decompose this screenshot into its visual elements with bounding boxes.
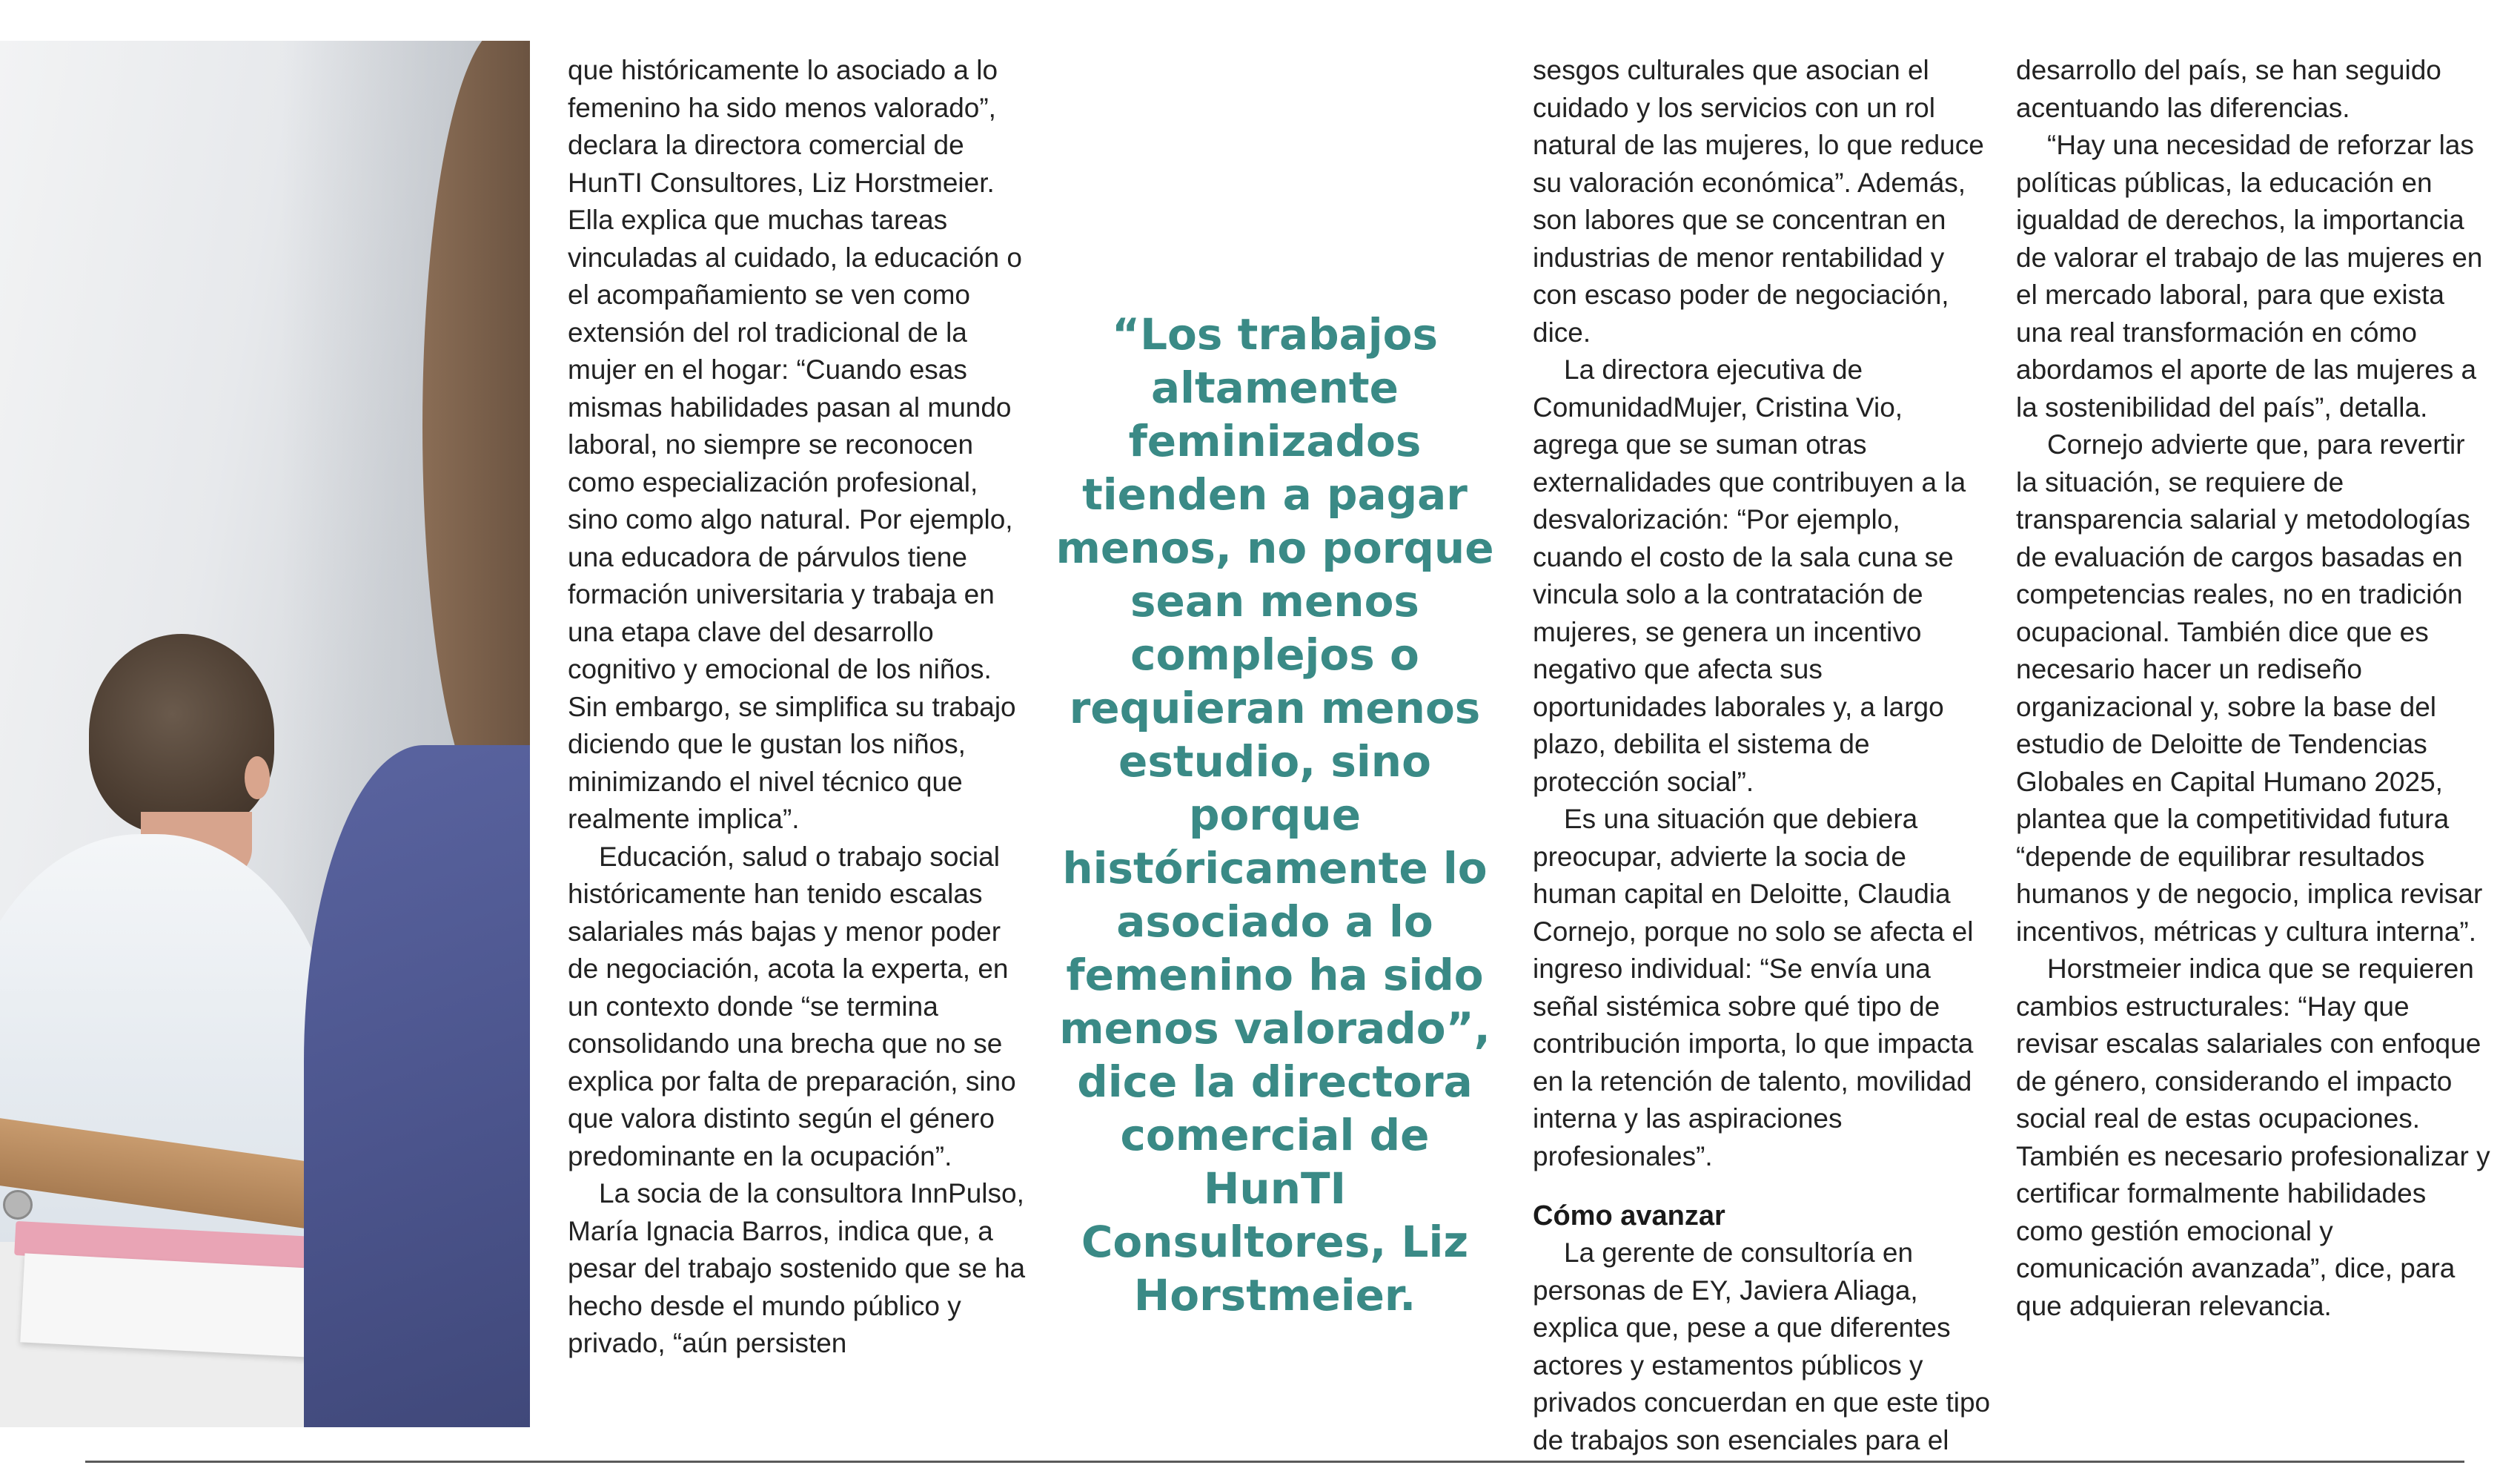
paragraph: que históricamente lo asociado a lo femenino ha sido menos valorado”, declara la directora comercial de HunTI Consultores, Liz Horstmeier. Ella explica que muchas tareas vinculadas al cuidado, la educación o el acompañamiento se ven como extensión del rol tradicional de la mujer en el hogar: “Cuando esas mismas habilidades pasan al mundo laboral, no siempre se reconocen como especialización profesional, sino como algo natural. Por ejemplo, una educadora de párvulos tiene formación universitaria y trabaja en una etapa clave del desarrollo cognitivo y emocional de los niños. Sin embargo, se simplifica su trabajo diciendo que le gustan los niños, minimizando el nivel técnico que realmente implica”. [568, 55, 1022, 834]
section-heading: Cómo avanzar [1533, 1200, 1725, 1231]
student-foreground-body [304, 745, 530, 1427]
paragraph: La socia de la consultora InnPulso, María Ignacia Barros, indica que, a pesar del trabajo sostenido que se ha hecho desde el mundo público y privado, “aún persisten [568, 1178, 1026, 1358]
paragraph: La gerente de consultoría en personas de EY, Javiera Aliaga, explica que, pese a que diferentes actores y estamentos públicos y privados concuerdan en que este tipo de trabajos son esenciales para el [1533, 1237, 1991, 1455]
paragraph: “Hay una necesidad de reforzar las políticas públicas, la educación en igualdad de derechos, la importancia de valorar el trabajo de las mujeres en el mercado laboral, para que exista una real transformación en cómo abordamos el aporte de las mujeres a la sostenibilidad del país”, detalla. [2016, 130, 2483, 423]
pull-quote: “Los trabajos altamente feminizados tienden a pagar menos, no porque sean menos complejos o requieran menos estudio, sino porque históricamente lo asociado a lo femenino ha sido menos valorado”, dice la directora comercial de HunTI Consultores, Liz Horstmeier. [1055, 309, 1494, 1320]
paragraph: Horstmeier indica que se requieren cambios estructurales: “Hay que revisar escalas salariales con enfoque de género, considerando el impacto social real de estas ocupaciones. También es necesario profesionalizar y certificar formalmente habilidades como gestión emocional y comunicación avanzada”, dice, para que adquieran relevancia. [2016, 953, 2490, 1321]
student-head [89, 634, 274, 834]
paragraph: desarrollo del país, se han seguido acentuando las diferencias. [2016, 55, 2441, 123]
classroom-photo [0, 41, 530, 1427]
article-column-1 [568, 52, 1027, 1363]
article-column-3 [1533, 52, 1992, 1459]
paragraph: Cornejo advierte que, para revertir la situación, se requiere de transparencia salarial y metodologías de evaluación de cargos basadas en competencias reales, no en tradición ocupacional. También dice que es necesario hacer un rediseño organizacional y, sobre la base del estudio de Deloitte de Tendencias Globales en Capital Humano 2025, plantea que la competitividad futura “depende de equilibrar resultados humanos y de negocio, implica revisar incentivos, métricas y cultura interna”. [2016, 429, 2483, 947]
paragraph: Es una situación que debiera preocupar, advierte la socia de human capital en Deloitte, Claudia Cornejo, porque no solo se afecta el ingreso individual: “Se envía una señal sistémica sobre qué tipo de contribución importa, lo que impacta en la retención de talento, movilidad interna y las aspiraciones profesionales”. [1533, 804, 1974, 1171]
paragraph: La directora ejecutiva de ComunidadMujer, Cristina Vio, agrega que se suman otras externalidades que contribuyen a la desvalorización: “Por ejemplo, cuando el costo de la sala cuna se vincula solo a la contratación de mujeres, se genera un incentivo negativo que afecta sus oportunidades laborales y, a largo plazo, debilita el sistema de protección social”. [1533, 354, 1966, 797]
paragraph: sesgos culturales que asocian el cuidado y los servicios con un rol natural de las mujeres, lo que reduce su valoración económica”. Además, son labores que se concentran en industrias de menor rentabilidad y con escaso poder de negociación, dice. [1533, 55, 1984, 348]
bottom-divider [85, 1461, 2464, 1463]
student-ear [245, 756, 270, 799]
paragraph: Educación, salud o trabajo social históricamente han tenido escalas salariales más bajas y menor poder de negociación, acota la experta, en un contexto donde “se termina consolidando una brecha que no se explica por falta de preparación, sino que valora distinto según el género predominante en la ocupación”. [568, 841, 1016, 1171]
desk-bolt [3, 1190, 33, 1220]
article-column-4 [2016, 52, 2490, 1325]
